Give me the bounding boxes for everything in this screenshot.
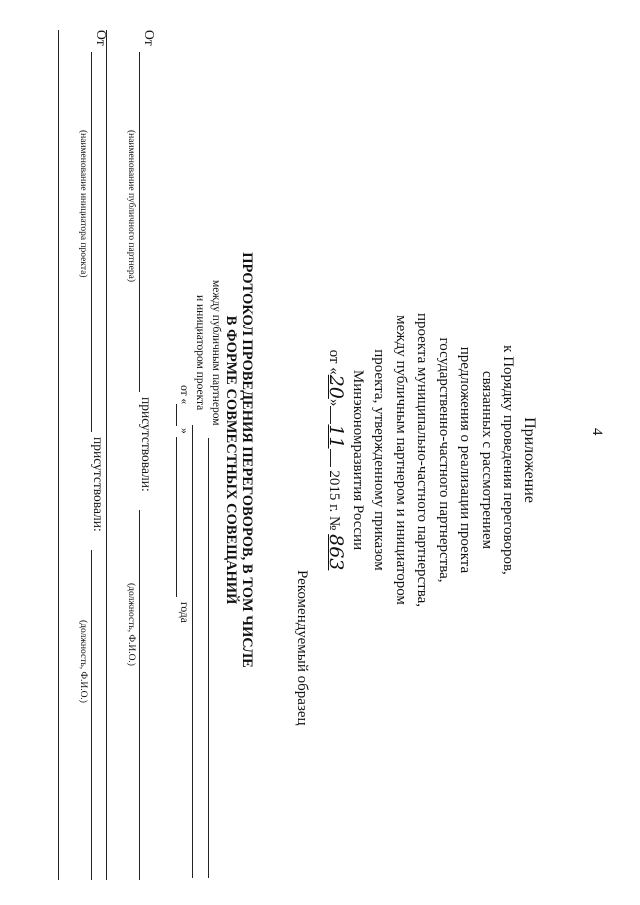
protocol-date-month-line [176, 437, 177, 597]
initiator-extra-line [58, 30, 59, 880]
handwritten-order-number: 863 [325, 534, 348, 571]
protocol-date-day-line [176, 404, 177, 426]
recommended-sample-label: Рекомендуемый образец [294, 570, 310, 726]
protocol-title [223, 200, 255, 720]
appendix-line: проекта муниципально-частного партнерства, [414, 312, 431, 608]
between-underline-2 [192, 425, 193, 878]
present-label-initiator: присутствовали: [91, 437, 106, 532]
appendix-line: государственно-частного партнерства, [436, 337, 452, 583]
appendix-block [323, 260, 540, 660]
title-line-1: ПРОТОКОЛ ПРОВЕДЕНИЯ ПЕРЕГОВОРОВ, В ТОМ ЧИСЛЕ [239, 252, 255, 668]
page-number: 4 [589, 428, 605, 436]
appendix-heading: Приложение [521, 417, 538, 503]
public-position-caption: (должность, Ф.И.О.) [126, 583, 136, 666]
public-partner-name-caption: (наименование публичного партнера) [126, 130, 136, 282]
initiator-name-line [91, 52, 92, 432]
appendix-line: предложения о реализации проекта [457, 346, 474, 574]
appendix-line: к Порядку проведения переговоров, [500, 345, 517, 575]
protocol-date-prefix: от « [178, 385, 190, 405]
initiator-present-line [91, 550, 92, 880]
appendix-line: проекта, утвержденному приказом [371, 349, 388, 571]
protocol-date-close: » [178, 428, 190, 434]
from-label-public: От [142, 30, 157, 46]
public-present-line [139, 510, 140, 880]
appendix-line: между публичным партнером и инициатором [393, 315, 409, 605]
title-line-2: В ФОРМЕ СОВМЕСТНЫХ СОВЕЩАНИЙ [223, 315, 239, 605]
between-public-partner: между публичным партнером [210, 280, 222, 426]
appendix-date-line: от «20»11 2015 г. № 863 [325, 349, 348, 571]
appendix-line: Минэкономразвития России [350, 369, 366, 551]
from-label-initiator: От [94, 30, 109, 46]
public-partner-name-line [139, 52, 140, 392]
handwritten-month: 11 [325, 424, 348, 449]
protocol-year-word: года [178, 602, 190, 623]
initiator-position-caption: (должность, Ф.И.О.) [78, 620, 88, 703]
appendix-line: связанных с рассмотрением [479, 370, 495, 550]
handwritten-day: 20 [325, 374, 348, 399]
between-initiator: и инициатором проекта [194, 295, 206, 411]
public-extra-line [106, 30, 107, 880]
between-underline-1 [208, 438, 209, 878]
initiator-name-caption: (наименование инициатора проекта) [78, 130, 88, 278]
present-label-public: присутствовали: [139, 397, 154, 492]
